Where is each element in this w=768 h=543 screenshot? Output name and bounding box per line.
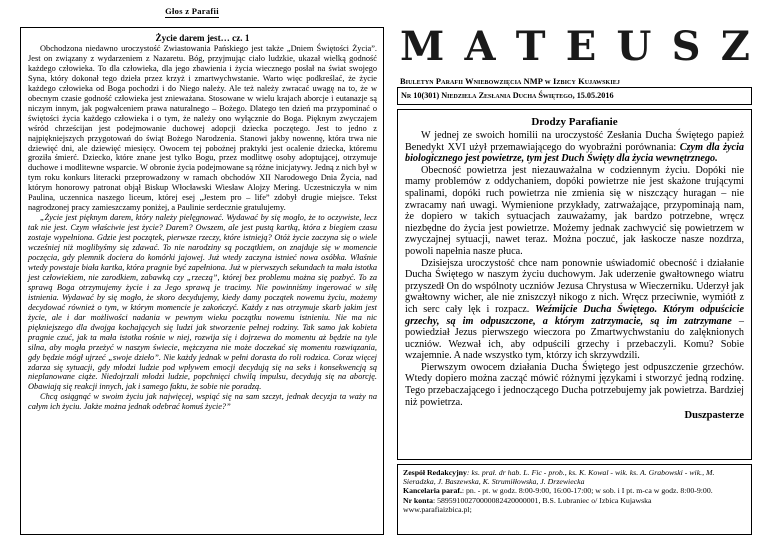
editorial-label: Zespół Redakcyjny <box>403 468 467 477</box>
main-article-title: Drodzy Parafianie <box>531 116 618 128</box>
office-hours <box>403 486 746 495</box>
main-paragraph-1-text: W jednej ze swoich homilii na uroczystość Zesłania Ducha Świętego papież Benedykt XVI użył przemawiającego do wyobraźni porównania: <box>405 130 744 153</box>
left-article-essay-end: Chcą osiągnąć w swoim życiu jak najwięcej, wspiąć się na sam szczyt, jednak decyzja ta waży na całym ich życiu. Jakże można jednak odebrać komuś życie?” <box>28 392 377 412</box>
account-number: : 58959100270000082420000001, B.S. Lubraniec o/ Izbica Kujawska <box>432 495 652 505</box>
left-article-essay: „Życie jest pięknym darem, który należy pielęgnować. Wydawać by się mogło, że to oczywiste, lecz tak nie jest. Czym właściwie jest życie? Darem? Owszem, ale jest pustą kartką, która z biegiem czasu zostaje wypełniona. Gdzie jest początek, pierwsze rzeczy, które istnieją? Otóż życie zaczyna się o wiele wcześniej niż moglibyśmy się zdawać. To nie narodziny są początkiem, on znajduje się w momencie poczęcia, gdy plemnik dociera do komórki jajowej. Już wtedy zaczyna istnieć nowa osóbka. Właśnie wtedy powstaje biała kartka, która pragnie być zapełniona. Już w pierwszych sekundach ta mała istotka jest człowiekiem, nie zarodkiem, zabawką czy „rzeczą”, której bez problemu można się pozbyć. To za sprawą Boga otrzymujemy życie i za Jego sprawą je tracimy. Nie powinniśmy ingerować w siłę istnienia. Wydawać by się mogło, że skoro decydujemy, kiedy damy początek nowemu życiu, możemy decydować również o tym, w którym momencie je zakończyć. Każdy z nas otrzymuje skarb jakim jest życie, ale i dar możliwości nadania w pewnym wieku początku nowemu istnieniu. Nie ma nic piękniejszego dla dwojga kochających się ludzi jak stworzenie pełnej rodziny. Tak samo jak kobieta pragnie czuć, jak ta mała istotka rośnie w niej, rozwija się i dojrzewa do momentu aż będzie na tyle silna, aby mogła przeżyć w naszym świecie, mężczyzna nie może doczekać się momentu rozwiązania, gdy będzie mógł ujrzeć „swoje dzieło”. Nie każdy jednak w pełni dorasta do roli rodzica. Coraz więcej zdarza się sytuacji, gdy młodzi ludzie pod wpływem emocji decydują się na seks i konsekwencją są nieplanowane ciąże. Niedojrzali młodzi ludzie, popchnięci chwilą impulsu, decydują się na aborcję. Obawiają się reakcji innych, jak i samego faktu, że sobie nie poradzą. <box>28 213 377 392</box>
section-header-text: Głos z Parafii <box>165 6 219 16</box>
editorial-names: : ks. prał. dr hab. L. Fic - prob., ks. K. Kowal - wik. ks. A. Grabowski - wik., M. Sieradzka, J. Baszewska, K. Strumiłłowska, J. Drzewiecka <box>403 468 715 487</box>
masthead-letter: T <box>515 23 546 70</box>
masthead-letter: M <box>400 23 445 70</box>
masthead-letter: S <box>671 23 701 70</box>
main-paragraph-1 <box>405 130 744 165</box>
left-article-title: Życie darem jest… cz. 1 <box>155 33 250 43</box>
main-article-body <box>405 130 744 408</box>
editorial-team <box>403 468 746 486</box>
masthead-letter: U <box>616 23 652 70</box>
signature: Duszpasterze <box>684 410 744 422</box>
section-header <box>0 6 384 16</box>
left-article-paragraph: Obchodzona niedawno uroczystość Zwiastowania Pańskiego jest także „Dniem Świętości Życia”. Jest on związany z wydarzeniem z Nazaretu. Bóg, przyjmując ciało ludzkie, ukazał wielką godność każdego człowieka. To dla człowieka, dla jego zbawienia i życia wiecznego posłał na świat swojego Syna, który dokonał tego dzieła przez krzyż i zmartwychwstanie. Warto więc podkreślać, że życie każdego człowieka od Boga pochodzi i do Niego należy. Ale też należy zwracać uwagę na to, że w obecnym czasie godność człowieka jest znieważana. Stosowane w wielu krajach aborcje i eutanazje są niczym innym, jak pogwałceniem prawa naturalnego – Bożego. Dlatego ten dzień ma przypominać o świętości życia każdego człowieka i o tym, że należy ono wyłącznie do Boga. Pięknym zwyczajem wśród chrześcijan jest podejmowanie duchowej adopcji dziecka poczętego. Jest to jedno z najpiękniejszych przygotowań do świąt Bożego Narodzenia. Stanowi jakby nowennę, która trwa nie dziewięć dni, ale dziewięć miesięcy. Owocem tej pobożnej praktyki jest ocalenie dziecka, któremu groziła śmierć. Dziecko, które znane jest tylko Bogu, przez modlitwę osoby adoptującej, otrzymuje duchowe i modlitewne wsparcie. W obronie życia podejmowane są różne inicjatywy. Jedną z nich był w tym roku konkurs literacki przeprowadzony w ramach obchodów XII Narodowego Dnia Życia, nad którym honorowy patronat objął Biskup Włocławski Wiesław Alojzy Mering. Uczestniczyła w nim Paulina, uczennica naszego liceum, której esej „Jestem pro – life” zdobył drugie miejsce. Tekst nagrodzonej pracy zamieszczamy poniżej, a Paulinie serdecznie gratulujemy. <box>28 44 377 213</box>
main-article <box>397 109 752 460</box>
masthead-letter: A <box>464 23 496 70</box>
bank-account <box>403 496 746 505</box>
website-link[interactable]: www.parafiaizbica.pl; <box>403 504 472 514</box>
office-hours-text: : pn. - pt. w godz. 8:00-9:00, 16:00-17:00; w sob. i I pt. m-ca w godz. 8:00-9:00. <box>461 486 713 496</box>
left-article <box>20 27 384 535</box>
editorial-footer <box>397 464 752 535</box>
left-article-body <box>28 44 377 412</box>
gospel-quote: Weźmijcie Ducha Świętego. Którym odpuścicie grzechy, są im odpuszczone, a którym zatrzymacie, są im zatrzymane <box>405 303 744 327</box>
office-label: Kancelaria paraf. <box>403 486 462 496</box>
main-paragraph-3-text: Dzisiejsza uroczystość chce nam ponownie uświadomić obecność i działanie Ducha Świętego w naszym życiu duchowym. Jak uderzenie gwałtownego wiatru przyszedł On do wspólnoty uczniów Jezusa Chrystusa w Wieczerniku. Uderzył jak gwałtowny wicher, ale nie zniszczył nikogo z nich. Wręcz przeciwnie, wymiótł z ich serc cały lęk i rozpacz. <box>405 257 744 315</box>
account-label: Nr konta <box>403 495 433 505</box>
masthead-letter: Z <box>720 23 750 70</box>
masthead-letter: E <box>565 23 597 70</box>
main-paragraph-3-tail: – powiedział Jezus pierwszego wieczora po Zmartwychwstaniu do zalęknionych uczniów. Wezwał ich, aby odpuścili grzechy i przebaczyli. Komu? Sobie wzajemnie. A nade wszystko tym, którzy ich skrzywdzili. <box>405 315 745 362</box>
masthead-title <box>400 24 750 70</box>
main-paragraph-4: Pierwszym owocem działania Ducha Świętego jest odpuszczenie grzechów. Wtedy dopiero można zacząć mówić różnymi językami i stworzyć jedną rodzinę. Tego przebaczającego i jednoczącego Ducha potrzebujemy jak powietrza. Bardziej niż powietrza. <box>405 361 744 408</box>
bulletin-subtitle: Biuletyn Parafii Wniebowzięcia NMP w Izbicy Kujawskiej <box>400 77 620 86</box>
papal-quote: Czym dla życia biologicznego jest powietrze, tym jest Duch Święty dla życia wewnętrznego. <box>405 141 744 165</box>
issue-line: Nr 10(301) Niedziela Zesłania Ducha Świętego, 15.05.2016 <box>397 87 752 105</box>
main-paragraph-3 <box>405 258 744 362</box>
main-paragraph-2: Obecność powietrza jest niezauważalna w codziennym życiu. Dopóki nie mamy problemów z oddychaniem, dopóki powietrze nie jest skażone trującymi spalinami, dopóki ruch powietrza nie zmienia się w niszczący huragan – nie zwracamy nań uwagi. Wymienione przykłady, zatrważające, przypominają nam, że dopiero w takich sytuacjach zauważamy, jak bardzo potrzebne, wręcz niezbędne do życia jest powietrze. Możemy jednak zachwycić się powietrzem w zwyczajnej sytuacji, nawet teraz. Można poczuć, jak łaskocze nasze nozdrza, powoli napełnia nasze płuca. <box>405 164 744 257</box>
